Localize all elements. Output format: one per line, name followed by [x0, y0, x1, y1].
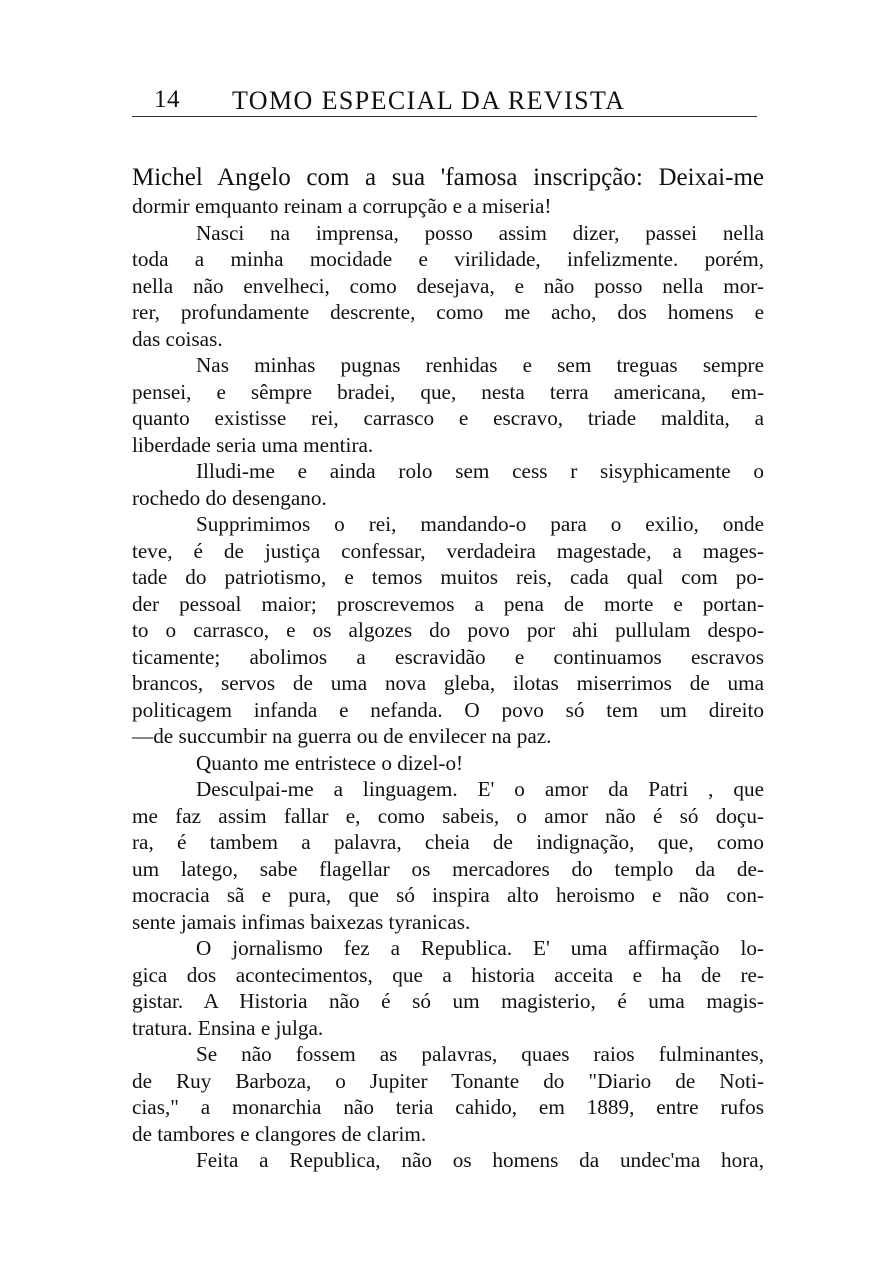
- text-line: quanto existisse rei, carrasco e escravo, triade maldita, a: [132, 406, 764, 430]
- text-line: nella não envelheci, como desejava, e não posso nella mor-: [132, 273, 764, 298]
- text-line: dormir emquanto reinam a corrupção e a miseria!: [132, 194, 552, 218]
- text-line: rochedo do desengano.: [132, 485, 327, 510]
- text-line: Nasci na imprensa, posso assim dizer, passei nella: [196, 220, 764, 245]
- text-line: brancos, servos de uma nova gleba, ilotas miserrimos de uma: [132, 671, 764, 695]
- text-line: ticamente; abolimos a escravidão e continuamos escravos: [132, 644, 764, 669]
- text-line: Desculpai-me a linguagem. E' o amor da Patri , que: [196, 777, 764, 801]
- text-line: Supprimimos o rei, mandando-o para o exilio, onde: [196, 512, 764, 536]
- body-text: [132, 163, 764, 1174]
- text-line: Se não fossem as palavras, quaes raios fulminantes,: [196, 1042, 764, 1066]
- text-line: to o carrasco, e os algozes do povo por ahi pullulam despo-: [132, 618, 764, 642]
- text-line: toda a minha mocidade e virilidade, infelizmente. porém,: [132, 247, 764, 271]
- text-line: Feita a Republica, não os homens da undec'ma hora,: [196, 1148, 764, 1172]
- text-line: de tambores e clangores de clarim.: [132, 1121, 427, 1146]
- text-line: sente jamais infimas baixezas tyranicas.: [132, 909, 471, 934]
- text-line: politicagem infanda e nefanda. O povo só tem um direito: [132, 697, 764, 722]
- text-line: Michel Angelo com a sua 'famosa inscripção: Deixai-me: [132, 164, 764, 191]
- text-line: tade do patriotismo, e temos muitos reis, cada qual com po-: [132, 565, 764, 589]
- text-line: de Ruy Barboza, o Jupiter Tonante do "Diario de Noti-: [132, 1068, 764, 1093]
- running-title: TOMO ESPECIAL DA REVISTA: [232, 86, 626, 115]
- text-line: der pessoal maior; proscrevemos a pena de morte e portan-: [132, 591, 764, 616]
- text-line: das coisas.: [132, 326, 223, 351]
- text-line: liberdade seria uma mentira.: [132, 432, 374, 457]
- text-line: ra, é tambem a palavra, cheia de indignação, que, como: [132, 830, 764, 854]
- text-line: —de succumbir na guerra ou de envilecer na paz.: [132, 724, 552, 748]
- text-line: Illudi-me e ainda rolo sem cess r sisyphicamente o: [196, 459, 764, 483]
- text-line: mocracia sã e pura, que só inspira alto heroismo e não con-: [132, 883, 764, 907]
- text-line: Nas minhas pugnas renhidas e sem treguas sempre: [196, 353, 764, 377]
- text-line: O jornalismo fez a Republica. E' uma affirmação lo-: [196, 936, 764, 960]
- text-line: cias," a monarchia não teria cahido, em 1889, entre rufos: [132, 1095, 764, 1119]
- text-line: Quanto me entristece o dizel-o!: [196, 750, 464, 775]
- text-line: tratura. Ensina e julga.: [132, 1015, 324, 1040]
- text-line: rer, profundamente descrente, como me acho, dos homens e: [132, 300, 764, 324]
- page-header: [132, 82, 762, 122]
- page-number: 14: [154, 86, 180, 113]
- text-line: gica dos acontecimentos, que a historia acceita e ha de re-: [132, 962, 764, 987]
- text-line: gistar. A Historia não é só um magisterio, é uma magis-: [132, 989, 764, 1013]
- text-line: um latego, sabe flagellar os mercadores do templo da de-: [132, 856, 764, 881]
- header-rule: [132, 116, 757, 117]
- text-line: teve, é de justiça confessar, verdadeira magestade, a mages-: [132, 538, 764, 563]
- text-line: pensei, e sêmpre bradei, que, nesta terra americana, em-: [132, 379, 764, 404]
- text-line: me faz assim fallar e, como sabeis, o amor não é só doçu-: [132, 803, 764, 828]
